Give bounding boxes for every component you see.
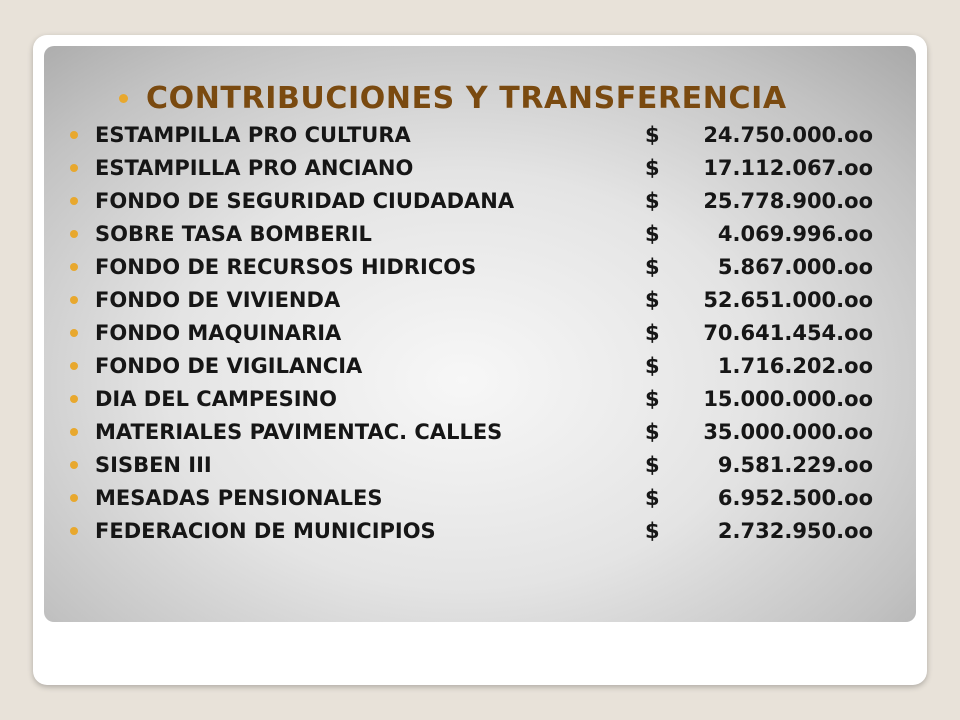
slide-card [33,35,927,685]
item-amount: 25.778.900.oo [703,188,873,213]
list-item [70,316,890,349]
item-amount: 52.651.000.oo [703,287,873,312]
list-item [70,382,890,415]
bullet-icon [70,461,78,469]
item-amount: 6.952.500.oo [717,485,873,510]
list-item [70,184,890,217]
item-amount: 5.867.000.oo [717,254,873,279]
item-label: ESTAMPILLA PRO CULTURA [95,122,411,147]
list-item [70,448,890,481]
item-amount: 70.641.454.oo [703,320,873,345]
item-label: MESADAS PENSIONALES [95,485,383,510]
item-currency: $ [645,155,660,180]
item-currency: $ [645,386,660,411]
item-label: ESTAMPILLA PRO ANCIANO [95,155,414,180]
bullet-icon [70,164,78,172]
bullet-icon [70,197,78,205]
item-amount: 2.732.950.oo [717,518,873,543]
item-label: FONDO DE SEGURIDAD CIUDADANA [95,188,515,213]
item-label: FONDO DE RECURSOS HIDRICOS [95,254,477,279]
list-item [70,250,890,283]
list-item [70,217,890,250]
list-item [70,349,890,382]
item-amount: 1.716.202.oo [717,353,873,378]
item-currency: $ [645,353,660,378]
item-label: DIA DEL CAMPESINO [95,386,337,411]
list-item [70,118,890,151]
item-currency: $ [645,419,660,444]
item-amount: 4.069.996.oo [717,221,873,246]
item-amount: 24.750.000.oo [703,122,873,147]
item-label: FONDO DE VIVIENDA [95,287,341,312]
item-amount: 15.000.000.oo [703,386,873,411]
bullet-icon [119,94,128,103]
slide-content-panel [44,46,916,622]
item-currency: $ [645,188,660,213]
item-amount: 35.000.000.oo [703,419,873,444]
list-item [70,514,890,547]
item-amount: 9.581.229.oo [717,452,873,477]
item-label: FEDERACION DE MUNICIPIOS [95,518,436,543]
item-currency: $ [645,221,660,246]
item-label: SOBRE TASA BOMBERIL [95,221,372,246]
item-currency: $ [645,122,660,147]
list-item [70,151,890,184]
bullet-icon [70,494,78,502]
bullet-icon [70,329,78,337]
bullet-icon [70,395,78,403]
list-item [70,283,890,316]
bullet-icon [70,263,78,271]
item-label: FONDO DE VIGILANCIA [95,353,363,378]
item-currency: $ [645,452,660,477]
bullet-icon [70,296,78,304]
list-item [70,481,890,514]
bullet-icon [70,131,78,139]
list-item [70,415,890,448]
bullet-icon [70,428,78,436]
slide-title-row [119,78,787,118]
item-currency: $ [645,287,660,312]
item-currency: $ [645,320,660,345]
item-label: FONDO MAQUINARIA [95,320,342,345]
bullet-icon [70,230,78,238]
bullet-icon [70,362,78,370]
item-currency: $ [645,254,660,279]
item-currency: $ [645,485,660,510]
item-label: SISBEN III [95,452,212,477]
item-amount: 17.112.067.oo [703,155,873,180]
bullet-icon [70,527,78,535]
item-label: MATERIALES PAVIMENTAC. CALLES [95,419,503,444]
item-currency: $ [645,518,660,543]
slide-title: CONTRIBUCIONES Y TRANSFERENCIA [146,80,787,116]
budget-item-list [70,118,890,547]
